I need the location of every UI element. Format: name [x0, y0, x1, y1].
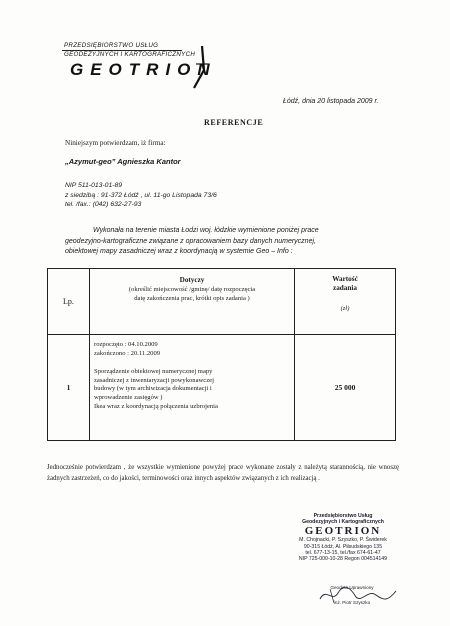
surveyor-title: Geodeta Uprawniony [330, 585, 374, 590]
company-stamp [263, 513, 423, 562]
logo-line-1: PRZEDSIĘBIORSTWO USŁUG [64, 42, 159, 49]
header-dotyczy-title: Dotyczy [179, 276, 205, 284]
description-line: Wykonała na terenie miasta Łodzi woj. łódzkie wymienione poniżej prace [93, 227, 319, 234]
description-paragraph [65, 226, 385, 258]
stamp-line-3: M. Chojnacki, P. Szyszko, P. Świderek [299, 537, 387, 544]
stamp-line-2: Geodezyjnych i Kartograficznych [302, 519, 384, 526]
row-desc-line: Sporządzenie obiektowej numerycznej mapy [94, 368, 213, 376]
references-table [47, 268, 396, 441]
company-address: z siedzibą : 91-372 Łódź , ul. 11-go Listopada 73/6 [65, 192, 217, 199]
description-line: obiektowej mapy zasadniczej wraz z koordynacją w systemie Geo – Info : [65, 248, 293, 255]
stamp-name: GEOTRION [304, 525, 382, 538]
row-desc-line: budowy (w tym archiwizacja dokumentacji i [94, 385, 212, 393]
logo-line-2: GEODEZYJNYCH I KARTOGRAFICZNYCH [64, 51, 196, 58]
company-phone: tel. /fax.: (042) 632-27-93 [65, 201, 142, 208]
intro-text: Niniejszym potwierdzam, iż firma: [65, 139, 166, 147]
surveyor-name: inż. Piotr Szyszko [333, 599, 371, 605]
row-desc-line: zasadniczej z inwentaryzacji powykonawczej [94, 376, 214, 384]
company-nip: NIP 511-013-01-89 [65, 182, 123, 189]
page-title: REFERENCJE [204, 118, 264, 127]
table-row [48, 335, 396, 441]
row-value: 25 000 [295, 335, 396, 441]
header-dotyczy-sub1: (określić miejscowość /gminę/ datę rozpoczęcia [128, 286, 256, 293]
logo-swoosh-icon [190, 44, 214, 90]
header-dotyczy-sub2: datę zakończenia prac, krótki opis zadania ) [134, 295, 250, 302]
header-value [295, 269, 396, 335]
header-value-line1: Wartość [332, 275, 358, 283]
header-dotyczy [90, 269, 295, 335]
row-desc-line: wprowadzenie zasięgów ) [94, 393, 163, 401]
company-name: „Azymut-geo” Agnieszka Kantor [65, 157, 181, 166]
row-start-date: rozpoczęto : 04.10.2009 [94, 341, 158, 348]
row-end-date: zakończono : 20.11.2009 [94, 349, 161, 357]
header-lp: Lp. [48, 269, 90, 335]
logo-wordmark: GEOTRION [70, 60, 217, 79]
table-header-row [48, 269, 396, 335]
stamp-line-5: tel. 677-13-15, tel./fax 674-61-47 [305, 549, 381, 556]
description-line: geodezyjno-kartograficzne związane z opracowaniem bazy danych numerycznej, [65, 237, 316, 245]
header-value-unit: (zł) [340, 305, 350, 312]
place-date: Łódź, dnia 20 listopada 2009 r. [283, 98, 379, 105]
row-desc-line: Ikea wraz z koordynacją połączenia uzbrojenia [94, 402, 218, 410]
closing-paragraph: Jednocześnie potwierdzam , że wszystkie wymienione powyżej prace wykonane zostały z należytą starannością, nie wnoszę żadnych zastrzeżeń, co do jakości, terminowości oraz innych aspektów związanych z ich realizacją . [47, 464, 399, 482]
handwritten-signature [316, 583, 400, 607]
stamp-line-1: Przedsiębiorstwo Usług [313, 513, 373, 519]
row-lp: 1 [48, 335, 90, 441]
stamp-line-6: NIP 725-000-10-28 Regon 004514149 [298, 556, 388, 563]
header-value-line2: zadania [333, 284, 357, 292]
row-description [90, 335, 295, 441]
stamp-line-4: 90-315 Łódź, Al. Piłsudskiego 135 [303, 543, 383, 550]
